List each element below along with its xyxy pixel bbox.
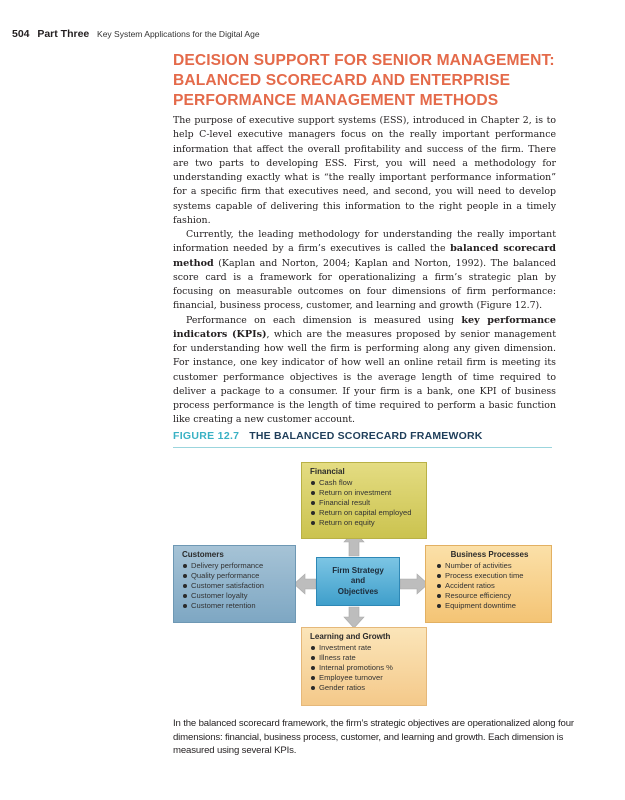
section-heading-line-3: PERFORMANCE MANAGEMENT METHODS — [173, 92, 499, 109]
list-item: Financial result — [310, 498, 418, 508]
list-item: Internal promotions % — [310, 663, 418, 673]
key-term-balanced-scorecard: balanced scorecard method — [173, 243, 556, 269]
caption-line-2: dimensions: financial, business process, customer, and learning and growth. Each dimension is — [173, 731, 564, 743]
arrow-down-icon — [344, 607, 364, 628]
list-item: Investment rate — [310, 643, 418, 653]
business-processes-box — [425, 545, 552, 623]
list-item: Illness rate — [310, 653, 418, 663]
section-heading-line-2: BALANCED SCORECARD AND ENTERPRISE — [173, 72, 511, 89]
customers-box — [173, 545, 296, 623]
figure-caption — [173, 717, 574, 758]
list-item: Return on equity — [310, 518, 418, 528]
business-processes-list — [436, 561, 543, 611]
figure-title — [173, 430, 483, 442]
list-item: Resource efficiency — [436, 591, 543, 601]
figure-number: FIGURE 12.7 — [173, 430, 240, 442]
section-heading-line-1: DECISION SUPPORT FOR SENIOR MANAGEMENT: — [173, 52, 555, 69]
list-item: Gender ratios — [310, 683, 418, 693]
running-head — [12, 28, 260, 40]
page-number: 504 — [12, 28, 30, 40]
paragraph-2-text-b: (Kaplan and Norton, 2004; Kaplan and Norton, 1992). The balanced score card is a framework for operationalizing a firm’s strategic plan by focusing on measurable outcomes on four dimensions of firm performance: financial, business process, customer, and learning and growth (Figure 12.7). — [173, 257, 556, 312]
paragraph-3-text-b: , which are the measures proposed by senior management for understanding how well the firm is performing along any given dimension. For instance, one key indicator of how well an online retail firm is meeting its customer performance objectives is the average length of time required to deliver a package to a consumer. If your firm is a bank, one KPI of business process performance is the length of time required to perform a basic function like creating a new customer account. — [173, 328, 556, 426]
arrow-left-icon — [294, 574, 316, 594]
part-subtitle: Key System Applications for the Digital Age — [97, 29, 260, 39]
list-item: Customer satisfaction — [182, 581, 287, 591]
financial-box — [301, 462, 427, 539]
list-item: Return on capital employed — [310, 508, 418, 518]
paragraph-2 — [173, 228, 556, 314]
paragraph-1: The purpose of executive support systems (ESS), introduced in Chapter 2, is to help C-level executive managers focus on the really important performance information that affect the overall profitability and success of the firm. There are two parts to developing ESS. First, you will need a methodology for understanding exactly what is “the really important performance information” for a specific firm that executives need, and second, you will need to develop systems capable of delivering this information to the right people in a timely fashion. — [173, 115, 556, 226]
paragraph-3 — [173, 314, 556, 428]
paragraph-2-text-a: Currently, the leading methodology for understanding the really important information needed by a firm’s executives is called the — [173, 229, 556, 255]
balanced-scorecard-diagram — [173, 450, 552, 710]
section-heading — [173, 51, 573, 111]
financial-title: Financial — [310, 467, 345, 476]
list-item: Employee turnover — [310, 673, 418, 683]
business-processes-title: Business Processes — [450, 550, 529, 559]
paragraph-3-text-a: Performance on each dimension is measured using — [186, 314, 462, 326]
key-term-kpis: key performance indicators (KPIs) — [173, 314, 556, 340]
figure-name: THE BALANCED SCORECARD FRAMEWORK — [249, 430, 483, 442]
figure-rule — [173, 447, 552, 448]
learning-growth-box — [301, 627, 427, 706]
list-item: Accident ratios — [436, 581, 543, 591]
list-item: Delivery performance — [182, 561, 287, 571]
caption-line-3: measured using several KPIs. — [173, 745, 297, 756]
arrow-right-icon — [400, 574, 428, 594]
list-item: Equipment downtime — [436, 601, 543, 611]
center-line-1: Firm Strategy — [332, 565, 384, 575]
customers-list — [182, 561, 287, 611]
caption-line-1: In the balanced scorecard framework, the firm’s strategic objectives are operationalized along four — [173, 718, 574, 729]
firm-strategy-box — [316, 557, 400, 606]
center-line-3: Objectives — [337, 586, 379, 596]
list-item: Cash flow — [310, 478, 418, 488]
list-item: Customer loyalty — [182, 591, 287, 601]
learning-growth-title: Learning and Growth — [310, 632, 391, 641]
list-item: Return on investment — [310, 488, 418, 498]
list-item: Quality performance — [182, 571, 287, 581]
body-text — [173, 114, 556, 428]
part-label: Part Three — [37, 28, 90, 40]
center-line-2: and — [350, 576, 366, 586]
customers-title: Customers — [182, 550, 224, 559]
list-item: Process execution time — [436, 571, 543, 581]
list-item: Customer retention — [182, 601, 287, 611]
list-item: Number of activities — [436, 561, 543, 571]
learning-growth-list — [310, 643, 418, 693]
financial-list — [310, 478, 418, 528]
